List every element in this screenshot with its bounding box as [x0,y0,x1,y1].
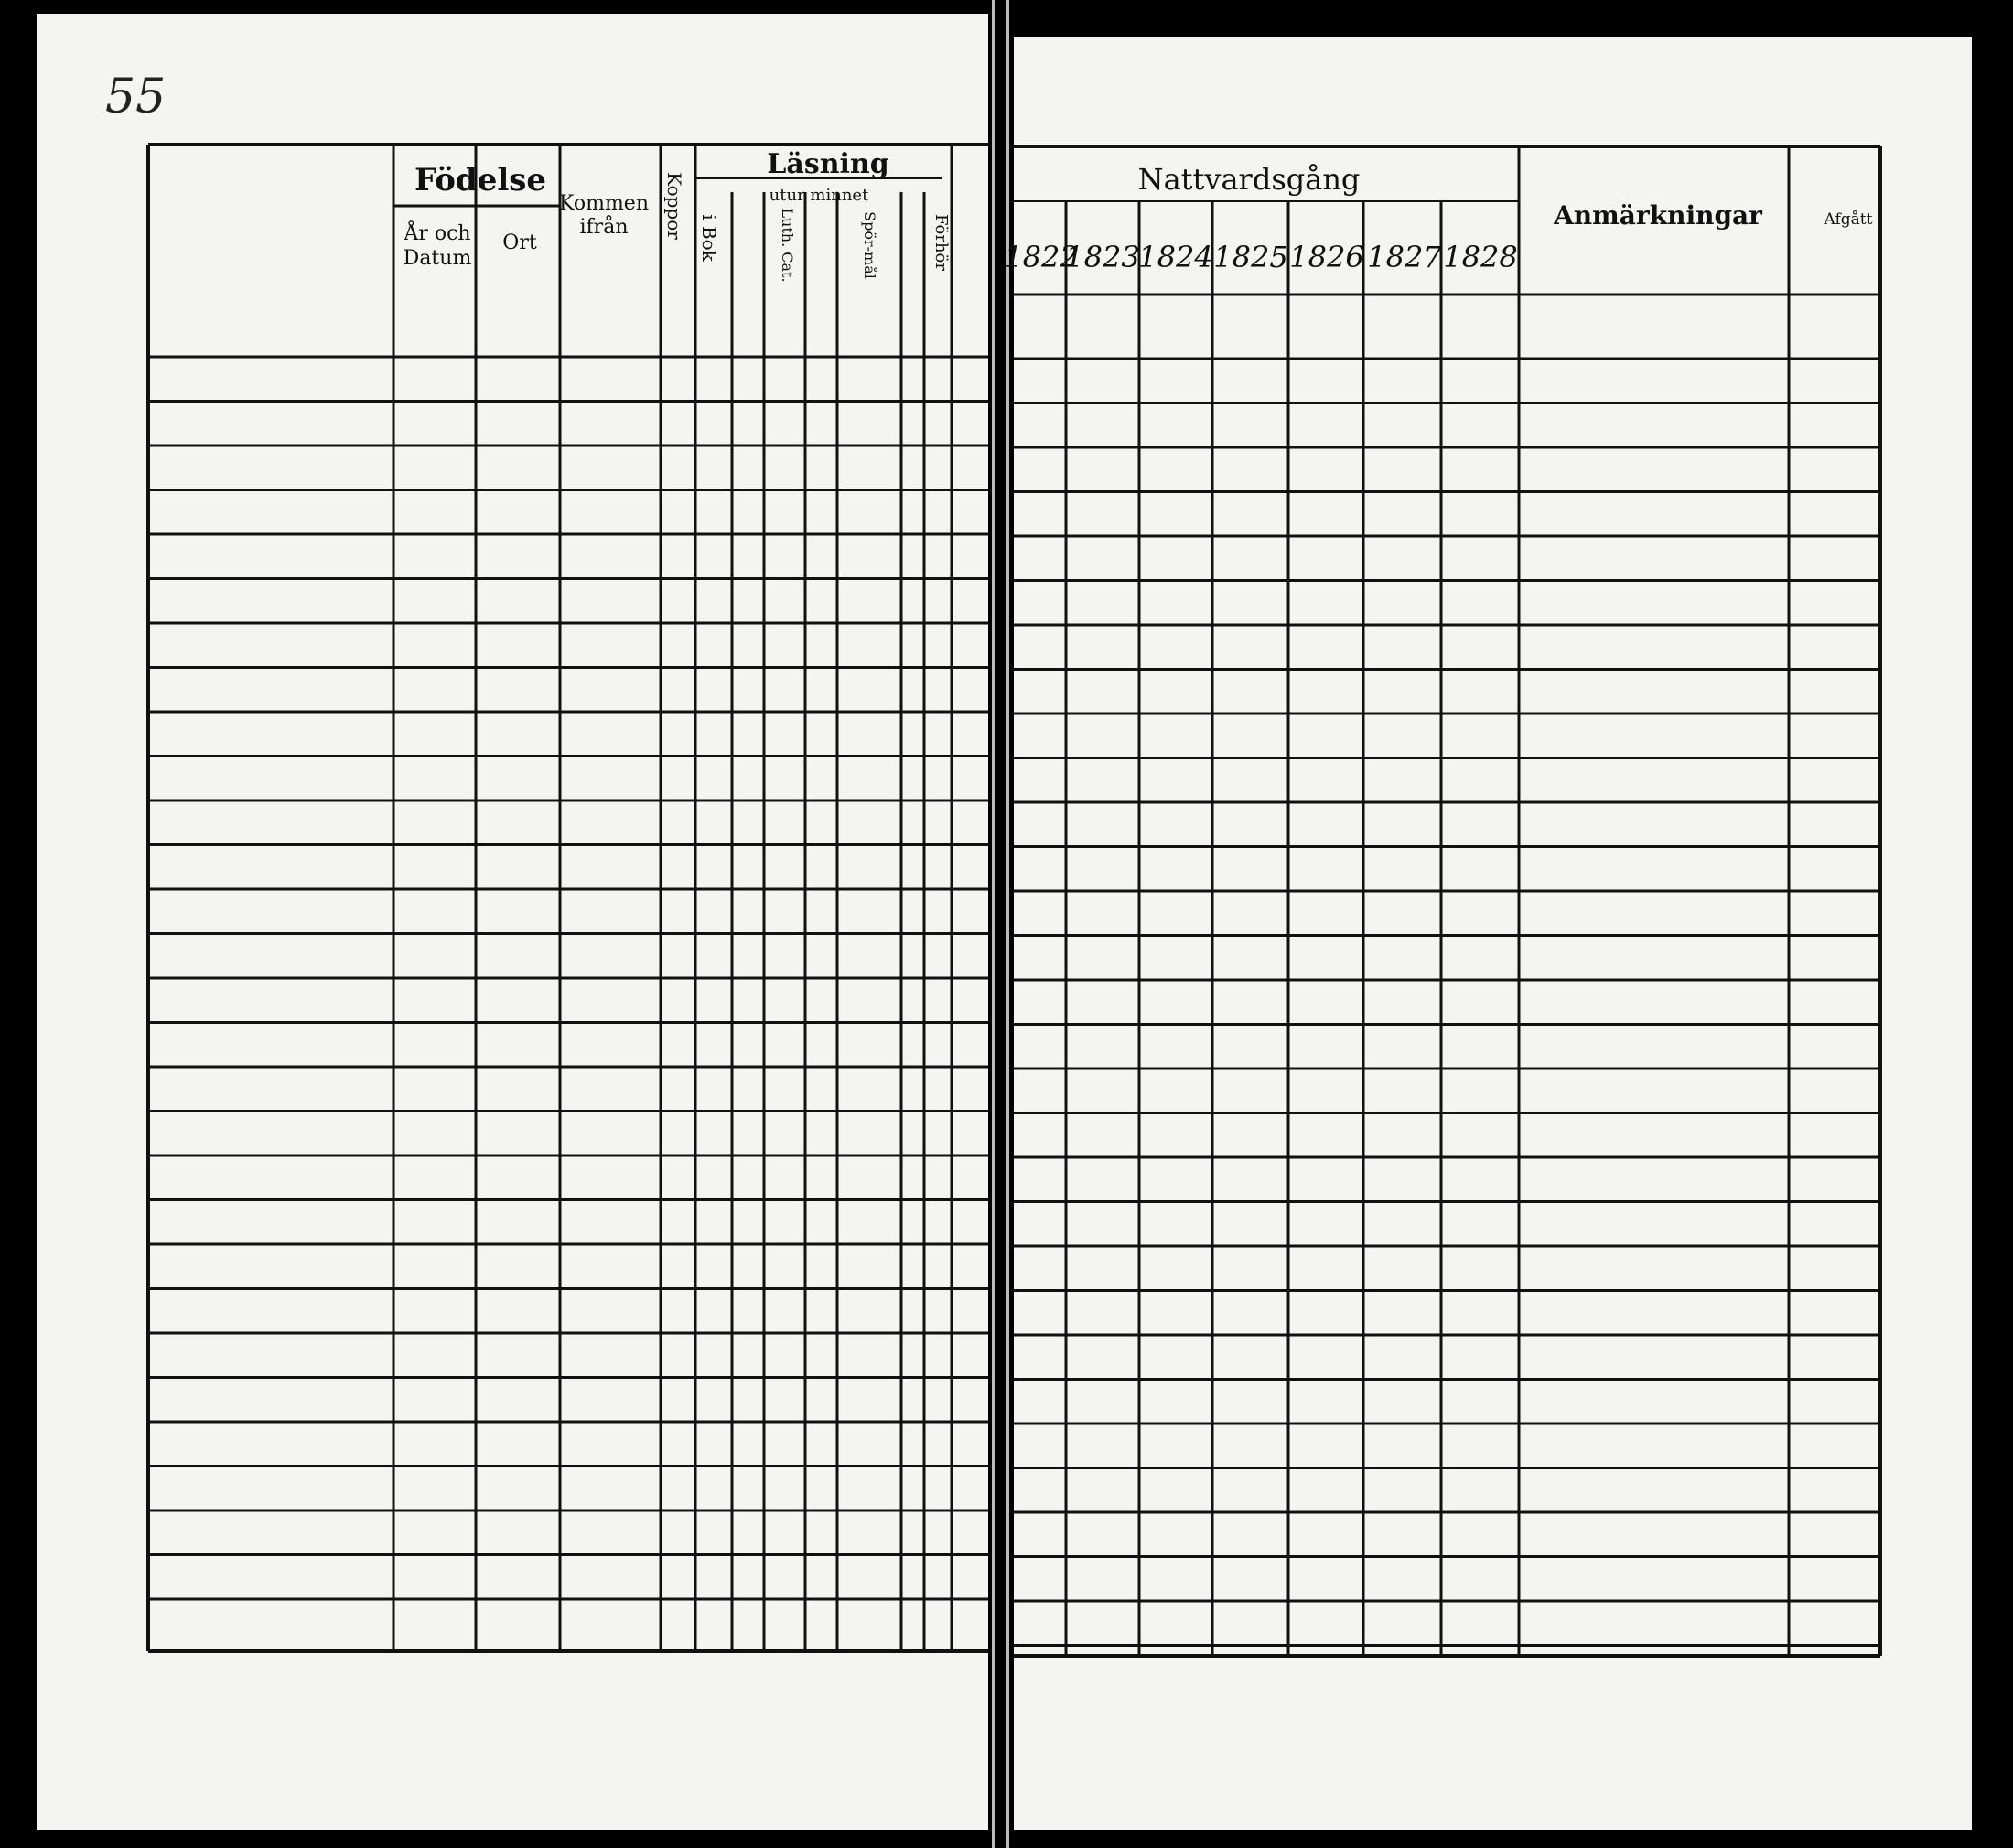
year-1824: 1824 [1138,240,1213,274]
header-fodelse: Födelse [414,162,547,199]
year-1822: 1822 [1004,240,1079,274]
header-lasning: Läsning [767,148,889,180]
year-1826: 1826 [1289,240,1364,274]
year-1828: 1828 [1443,240,1518,274]
header-afgatt: Afgått [1824,210,1873,229]
header-spor-mal: Spör-mål [861,211,878,279]
header-forhor: Förhör [931,214,951,271]
header-koppor: Koppor [663,172,685,240]
page-number: 55 [105,70,167,124]
header-nattvardsgang: Nattvardsgång [1137,162,1361,197]
header-luth-cat: Luth. Cat. [779,208,796,283]
header-ifran: ifrån [579,216,629,239]
header-datum: Datum [403,247,472,270]
header-ort: Ort [502,231,537,254]
header-anmarkningar: Anmärkningar [1554,200,1762,231]
year-1825: 1825 [1213,240,1288,274]
header-ar-och: År och [404,222,471,245]
header-kommen: Kommen [558,192,650,215]
year-1827: 1827 [1367,240,1442,274]
header-utur-minnet: utur minnet [769,186,869,205]
year-1823: 1823 [1065,240,1140,274]
header-i-bok: i Bok [698,214,720,262]
